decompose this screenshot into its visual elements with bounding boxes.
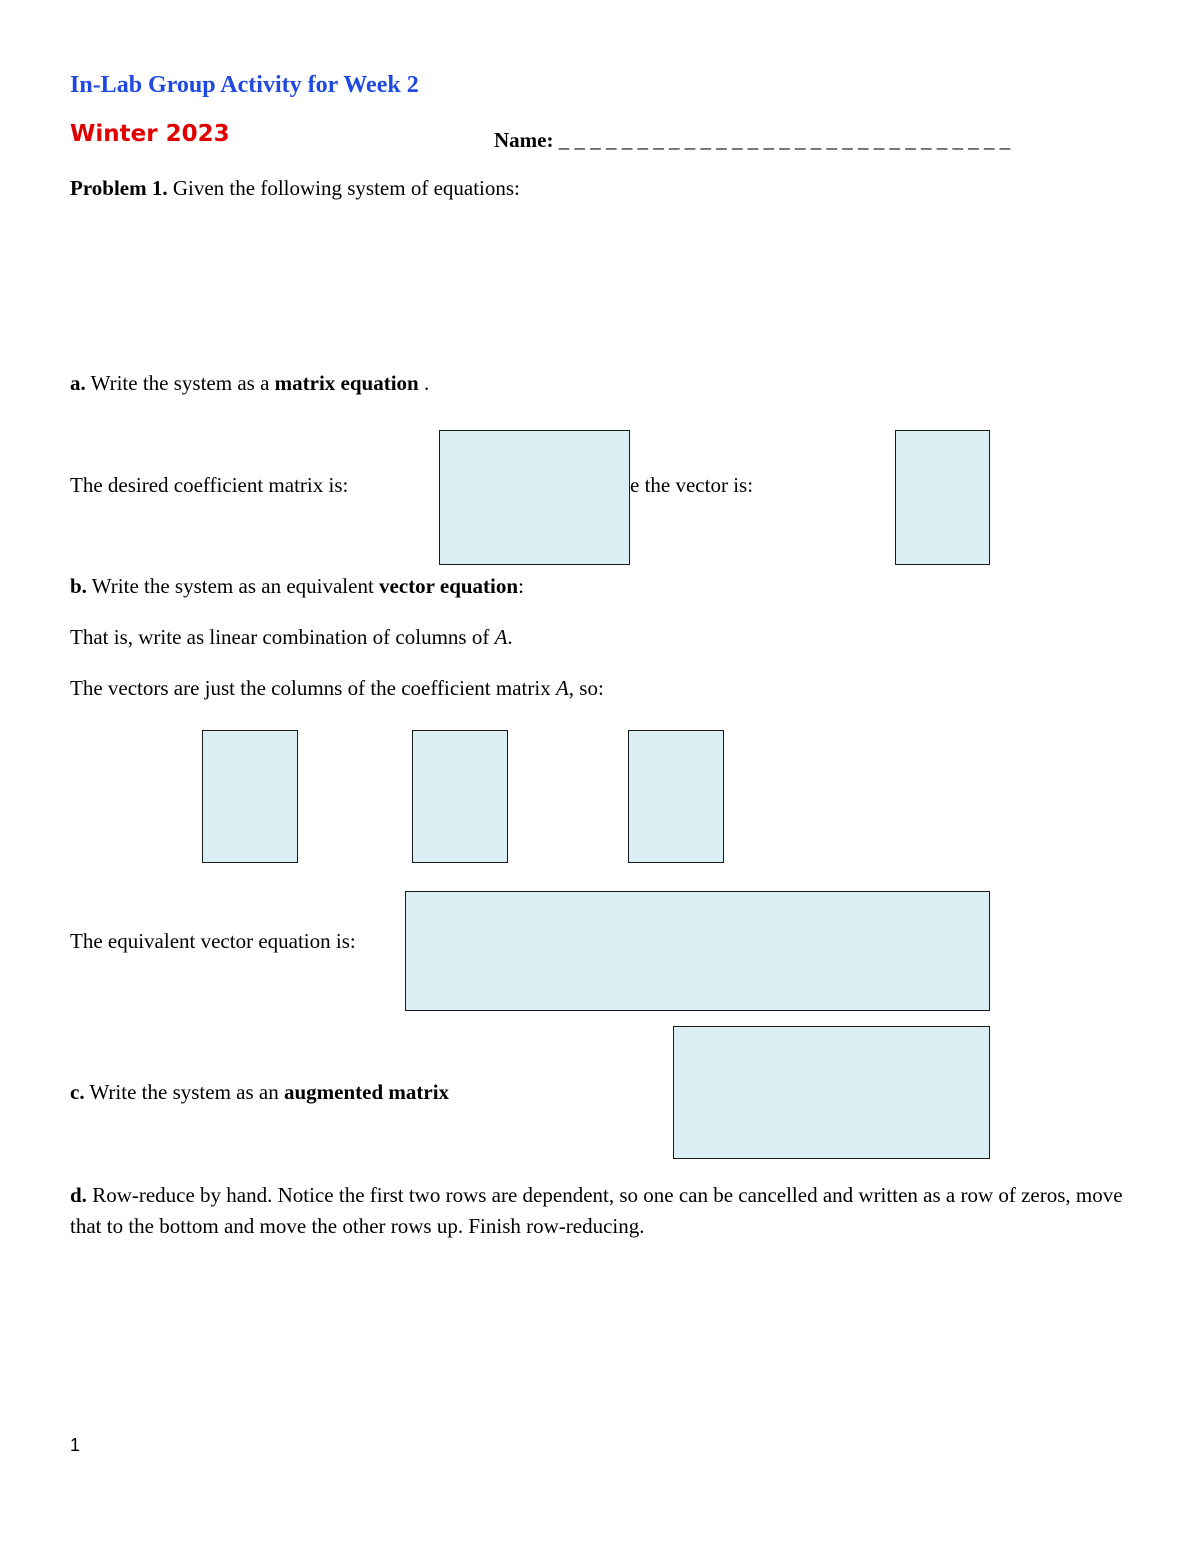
name-field [494, 128, 1010, 153]
column-vector-1-answer-box[interactable] [202, 730, 298, 863]
problem-label: Problem 1. [70, 176, 168, 200]
part-b-line-1: That is, write as linear combination of columns of A. [70, 625, 513, 649]
vector-answer-box[interactable] [895, 430, 990, 565]
part-a-label: a. [70, 371, 86, 395]
part-c-keyword: augmented matrix [283, 1080, 450, 1104]
part-c-prompt: c. Write the system as an augmented matrix [70, 1080, 450, 1104]
vector-equation-label: The equivalent vector equation is: [70, 929, 356, 953]
part-b-line-2: The vectors are just the columns of the coefficient matrix A, so: [70, 676, 604, 700]
name-blank: _ _ _ _ _ _ _ _ _ _ _ _ _ _ _ _ _ _ _ _ _ _ _ _ _ _ _ _ _ [553, 128, 1011, 152]
name-label: Name: [494, 128, 554, 152]
part-c-label: c. [70, 1080, 85, 1104]
part-d-label: d. [70, 1183, 87, 1207]
part-d-text: Row-reduce by hand. Notice the first two rows are dependent, so one can be cancelled and written as a row of zeros, move that to the bottom and move the other rows up. Finish row-reducing. [70, 1183, 1123, 1238]
part-d-prompt [70, 1180, 1130, 1242]
page-number: 1 [70, 1435, 81, 1455]
part-b-keyword: vector equation [379, 574, 519, 598]
part-b-prompt: b. Write the system as an equivalent vector equation: [70, 574, 524, 598]
column-vector-2-answer-box[interactable] [412, 730, 508, 863]
part-a-prompt: a. Write the system as a matrix equation . [70, 371, 430, 395]
document-title: In-Lab Group Activity for Week 2 [70, 72, 419, 98]
part-b-label: b. [70, 574, 87, 598]
column-vector-3-answer-box[interactable] [628, 730, 724, 863]
term-label: Winter 2023 [70, 121, 230, 147]
vector-equation-answer-box[interactable] [405, 891, 990, 1011]
coefficient-matrix-label: The desired coefficient matrix is: [70, 473, 349, 497]
part-a-keyword: matrix equation [274, 371, 419, 395]
problem-statement [70, 175, 520, 201]
coefficient-matrix-answer-box[interactable] [439, 430, 630, 565]
vector-label: e the vector is: [630, 473, 754, 497]
problem-text: Given the following system of equations: [167, 176, 520, 200]
augmented-matrix-answer-box[interactable] [673, 1026, 990, 1159]
